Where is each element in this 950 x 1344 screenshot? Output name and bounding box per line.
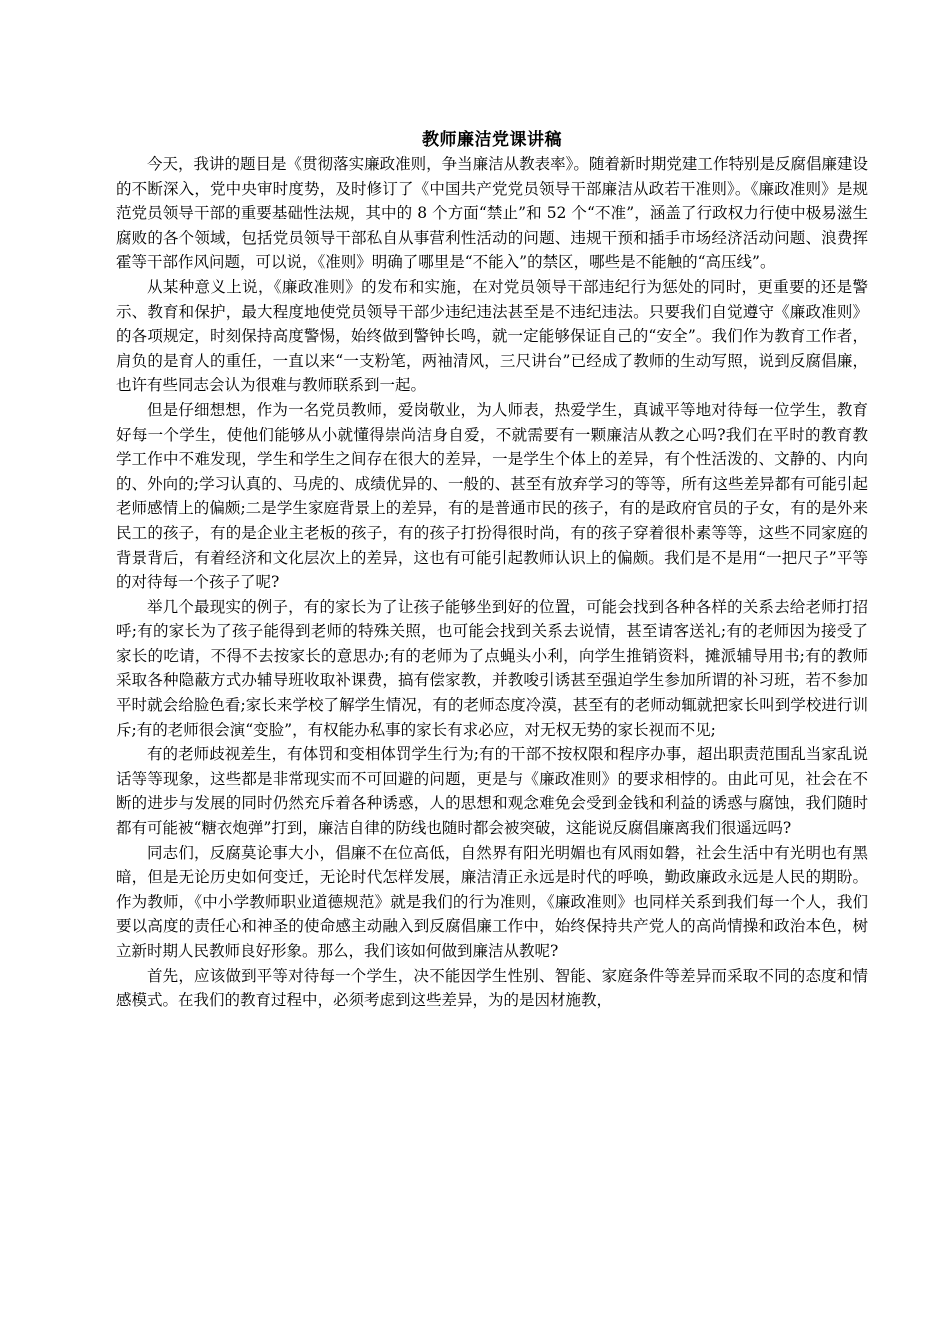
document-title: 教师廉洁党课讲稿 [422,130,562,150]
paragraph-4: 举几个最现实的例子，有的家长为了让孩子能够坐到好的位置，可能会找到各种各样的关系去给老师打招呼;有的家长为了孩子能得到老师的特殊关照，也可能会找到关系去说情，甚至请客送礼;有的老师因为接受了家长的吃请，不得不去按家长的意思办;有的老师为了点蝇头小利，向学生推销资料，摊派辅导用书;有的教师采取各种隐蔽方式办辅导班收取补课费，搞有偿家教，并教唆引诱甚至强迫学生参加所谓的补习班，若不参加平时就会给脸色看;家长来学校了解学生情况，有的老师态度冷漠，甚至有的老师动辄就把家长叫到学校进行训斥;有的老师很会演“变脸”，有权能办私事的家长有求必应，对无权无势的家长视而不见; [116,597,868,739]
paragraph-2: 从某种意义上说，《廉政准则》的发布和实施，在对党员领导干部违纪行为惩处的同时，更重要的还是警示、教育和保护，最大程度地使党员领导干部少违纪违法甚至是不违纪违法。只要我们自觉遵守《廉政准则》的各项规定，时刻保持高度警惕，始终做到警钟长鸣，就一定能够保证自己的“安全”。我们作为教育工作者，肩负的是育人的重任，一直以来“一支粉笔，两袖清风，三尺讲台”已经成了教师的生动写照，说到反腐倡廉，也许有些同志会认为很难与教师联系到一起。 [116,277,868,395]
paragraph-6: 同志们，反腐莫论事大小，倡廉不在位高低，自然界有阳光明媚也有风雨如磐，社会生活中有光明也有黑暗，但是无论历史如何变迁，无论时代怎样发展，廉洁清正永远是时代的呼唤，勤政廉政永远是人民的期盼。作为教师，《中小学教师职业道德规范》就是我们的行为准则，《廉政准则》也同样关系到我们每一个人，我们要以高度的责任心和神圣的使命感主动融入到反腐倡廉工作中，始终保持共产党人的高尚情操和政治本色，树立新时期人民教师良好形象。那么，我们该如何做到廉洁从教呢? [116,843,868,960]
paragraph-1: 今天，我讲的题目是《贯彻落实廉政准则，争当廉洁从教表率》。随着新时期党建工作特别是反腐倡廉建设的不断深入，党中央审时度势，及时修订了《中国共产党党员领导干部廉洁从政若干准则》。《廉政准则》是规范党员领导干部的重要基础性法规，其中的 8 个方面“禁止”和 52 个“不准”，涵盖了行政权力行使中极易滋生腐败的各个领域，包括党员领导干部私自从事营利性活动的问题、违规干预和插手市场经济活动问题、浪费挥霍等干部作风问题，可以说，《准则》明确了哪里是“不能入”的禁区，哪些是不能触的“高压线”。 [116,155,868,272]
document-page [116,128,868,1013]
paragraph-5: 有的老师歧视差生，有体罚和变相体罚学生行为;有的干部不按权限和程序办事，超出职责范围乱当家乱说话等等现象，这些都是非常现实而不可回避的问题，更是与《廉政准则》的要求相悖的。由此可见，社会在不断的进步与发展的同时仍然充斥着各种诱惑，人的思想和观念难免会受到金钱和利益的诱惑与腐蚀，我们随时都有可能被“糖衣炮弹”打到，廉洁自律的防线也随时都会被突破，这能说反腐倡廉离我们很遥远吗? [116,745,868,838]
paragraph-3: 但是仔细想想，作为一名党员教师，爱岗敬业，为人师表，热爱学生，真诚平等地对待每一位学生，教育好每一个学生，使他们能够从小就懂得崇尚洁身自爱，不就需要有一颗廉洁从教之心吗?我们在平时的教育教学工作中不难发现，学生和学生之间存在很大的差异，一是学生个体上的差异，有个性活泼的、文静的、内向的、外向的;学习认真的、马虎的、成绩优异的、一般的、甚至有放弃学习的等等，所有这些差异都有可能引起老师感情上的偏颇;二是学生家庭背景上的差异，有的是普通市民的孩子，有的是政府官员的子女，有的是外来民工的孩子，有的是企业主老板的孩子，有的孩子打扮得很时尚，有的孩子穿着很朴素等等，这些不同家庭的背景背后，有着经济和文化层次上的差异，这也有可能引起教师认识上的偏颇。我们是不是用“一把尺子”平等的对待每一个孩子了呢? [116,400,868,592]
paragraph-7: 首先，应该做到平等对待每一个学生，决不能因学生性别、智能、家庭条件等差异而采取不同的态度和情感模式。在我们的教育过程中，必须考虑到这些差异，为的是因材施教， [116,966,868,1010]
